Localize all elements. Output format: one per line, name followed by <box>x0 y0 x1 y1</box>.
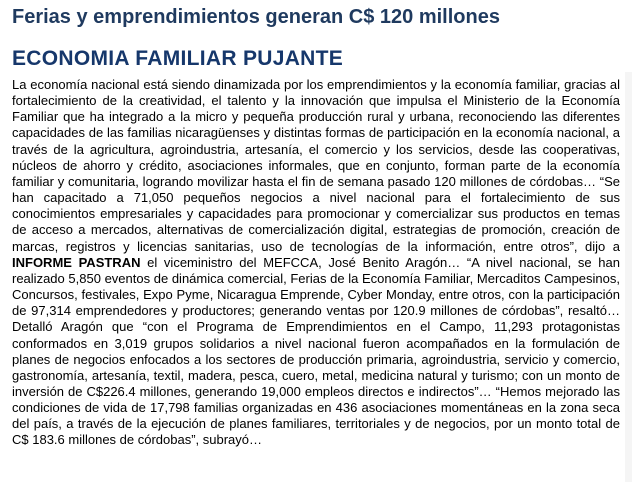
body-text-part-2: el viceministro del MEFCCA, José Benito Aragón… “A nivel nacional, se han realizado 5,850 eventos de dinámica comercial, Ferias de la Economía Familiar, Mercaditos Campesinos, Concursos, festivales, Expo Pyme, Nicaragua Emprende, Cyber Monday, entre otros, con la participación de 97,314 emprendedores y productores; generando ventas por 120.9 millones de córdobas”, resaltó… Detalló Aragón que “con el Programa de Emprendimientos en el Campo, 11,293 protagonistas conformados en 3,019 grupos solidarios a nivel nacional fueron acompañados en la formulación de planes de negocios enfocados a los sectores de producción primaria, agroindustria, servicio y comercio, gastronomía, artesanía, textil, madera, pesca, cuero, metal, medicina natural y turismo; con un monto de inversión de C$226.4 millones, generando 19,000 empleos directos e indirectos”… “Hemos mejorado las condiciones de vida de 17,798 familias organizadas en 436 asociaciones momentáneas en la zona seca del país, a través de la ejecución de planes familiares, territoriales y de negocios, por un monto total de C$ 183.6 millones de córdobas”, subrayó… <box>12 254 620 448</box>
source-name: INFORME PASTRAN <box>12 254 141 270</box>
article-body <box>12 77 620 449</box>
section-title: ECONOMIA FAMILIAR PUJANTE <box>12 47 344 70</box>
body-text-part-1: La economía nacional está siendo dinamizada por los emprendimientos y la economía familiar, gracias al fortalecimiento de la creatividad, el talento y la innovación que impulsa el Ministerio de la Economía Familiar que ha integrado a la micro y pequeña producción rural y urbana, reconociendo las diferentes capacidades de las familias nicaragüenses y distintas formas de participación en la economía nacional, a través de la agricultura, agroindustria, artesanía, el comercio y los servicios, desde las cooperativas, núcleos de ahorro y crédito, asociaciones informales, que en conjunto, forman parte de la economía familiar y comunitaria, logrando movilizar hasta el fin de semana pasado 120 millones de córdobas… “Se han capacitado a 71,050 pequeños negocios a nivel nacional para el fortalecimiento de sus conocimientos empresariales y capacidades para promocionar y comercializar sus productos en temas de acceso a mercados, alternativas de comercialización digital, estrategias de promoción, creación de marcas, registros y licencias sanitarias, uso de tecnologías de la información, entre otros”, dijo a <box>12 77 620 254</box>
right-edge-strip <box>625 72 632 482</box>
article-headline: Ferias y emprendimientos generan C$ 120 millones <box>12 6 500 28</box>
